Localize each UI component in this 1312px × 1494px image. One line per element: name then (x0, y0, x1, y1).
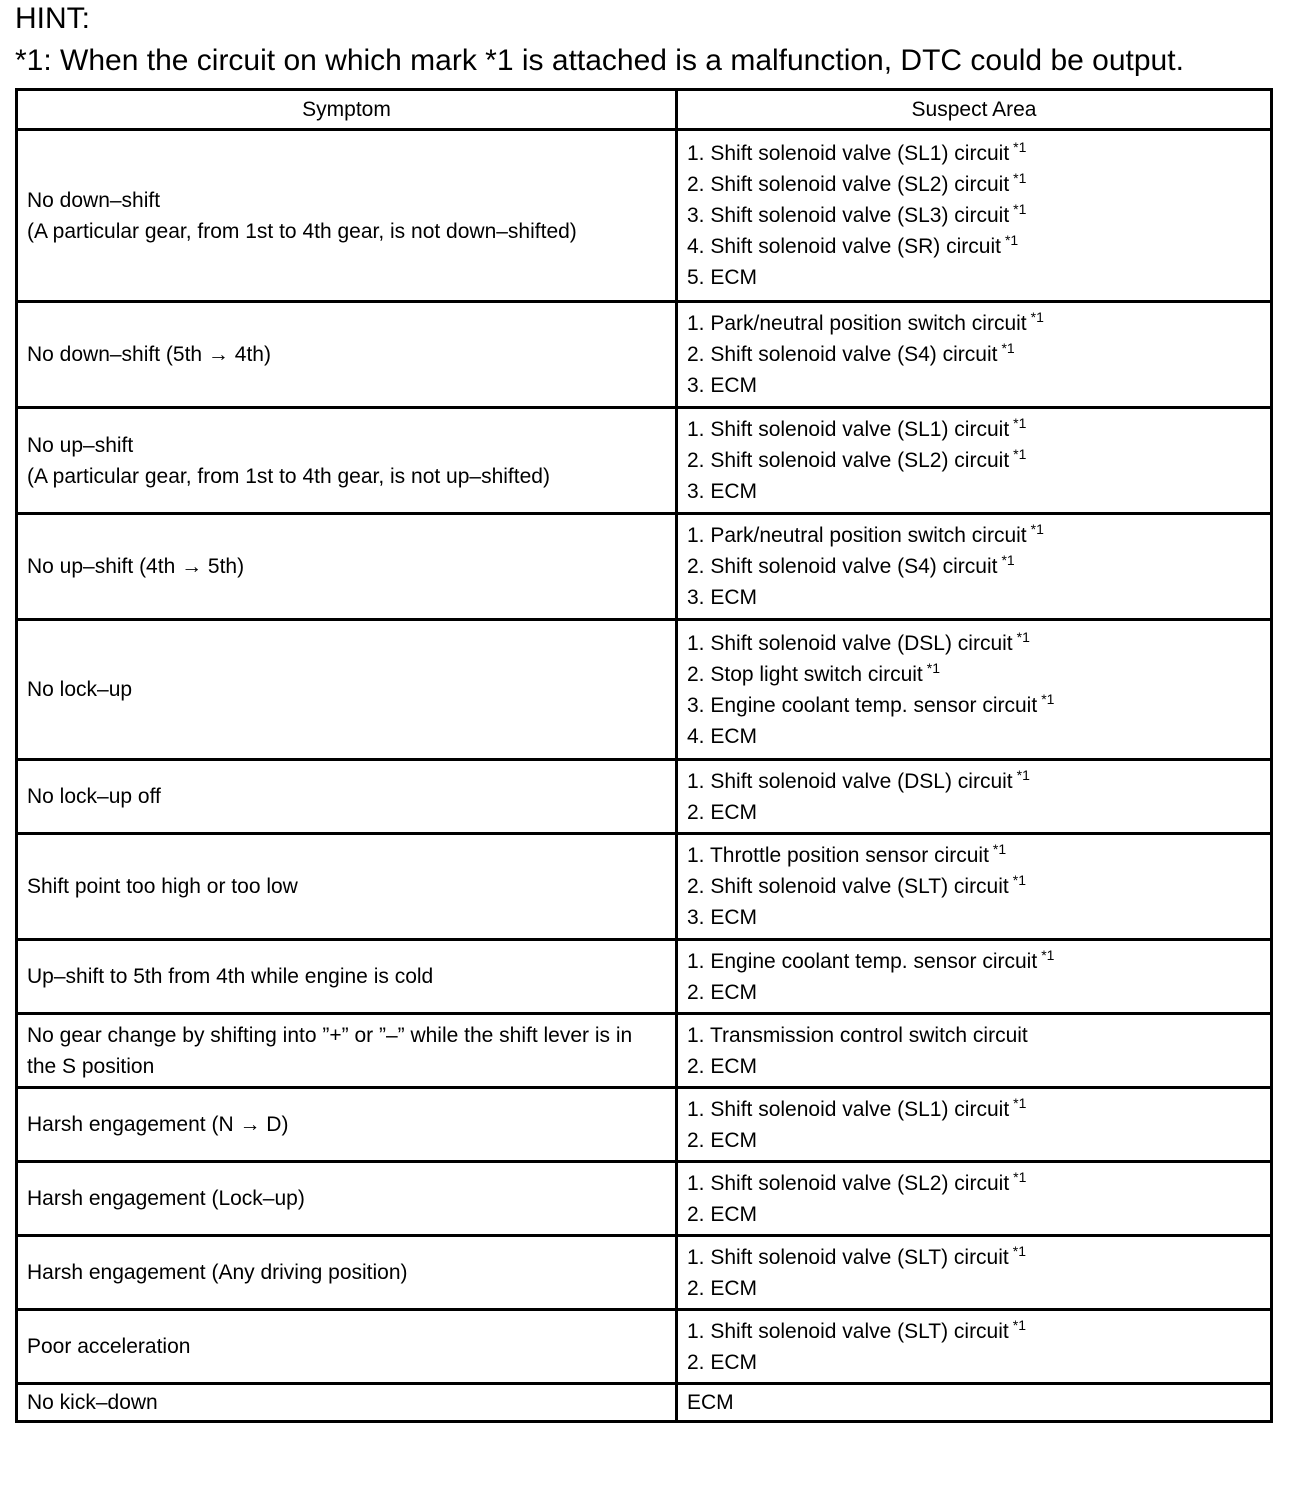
symptom-text: the S position (27, 1054, 155, 1078)
suspect-item (687, 871, 1261, 902)
suspect-item (687, 690, 1261, 721)
table-row (17, 1088, 1272, 1162)
suspect-text: 1. Shift solenoid valve (SL1) circuit (687, 142, 1010, 165)
table-row (17, 130, 1272, 302)
dtc-marker: *1 (1013, 201, 1027, 217)
suspect-item (687, 1387, 1261, 1418)
table-row (17, 1236, 1272, 1310)
suspect-text: 1. Transmission control switch circuit (687, 1023, 1028, 1047)
suspect-item (687, 200, 1261, 231)
table-row (17, 514, 1272, 620)
suspect-item (687, 308, 1261, 339)
suspect-area-cell (677, 1384, 1272, 1422)
symptom-text: (A particular gear, from 1st to 4th gear, is not down–shifted) (27, 219, 577, 243)
symptom-text: Harsh engagement (Lock–up) (27, 1187, 305, 1210)
suspect-text: 2. Stop light switch circuit (687, 662, 923, 686)
suspect-area-cell (677, 1236, 1272, 1310)
suspect-item (687, 231, 1261, 262)
dtc-marker: *1 (1013, 415, 1027, 431)
suspect-text: 1. Shift solenoid valve (SLT) circuit (687, 1245, 1009, 1269)
suspect-area-cell (677, 940, 1272, 1014)
symptom-cell (17, 1162, 677, 1236)
suspect-item (687, 1273, 1261, 1304)
suspect-item (687, 339, 1261, 370)
suspect-area-cell (677, 1014, 1272, 1088)
suspect-text: 1. Throttle position sensor circuit (687, 844, 989, 867)
hint-note: *1: When the circuit on which mark *1 is attached is a malfunction, DTC could be output. (15, 44, 1184, 77)
suspect-text: 3. Engine coolant temp. sensor circuit (687, 693, 1038, 717)
dtc-marker: *1 (1001, 340, 1015, 356)
suspect-area-cell (677, 514, 1272, 620)
suspect-item (687, 138, 1261, 169)
symptom-cell (17, 1014, 677, 1088)
header-symptom: Symptom (17, 90, 677, 130)
table-row (17, 408, 1272, 514)
dtc-marker: *1 (1013, 170, 1027, 186)
suspect-item (687, 721, 1261, 752)
suspect-item (687, 1051, 1261, 1082)
dtc-marker: *1 (1004, 232, 1019, 248)
symptom-text: No lock–up off (27, 785, 161, 808)
dtc-marker: *1 (1016, 766, 1030, 783)
suspect-item (687, 1168, 1261, 1199)
suspect-text: 1. Shift solenoid valve (DSL) circuit (687, 769, 1013, 793)
table-row (17, 1384, 1272, 1422)
symptom-text: No down–shift (5th → 4th) (27, 343, 271, 366)
suspect-item (687, 476, 1261, 507)
symptom-text: Up–shift to 5th from 4th while engine is cold (27, 965, 434, 988)
suspect-item (687, 1020, 1261, 1051)
suspect-item (687, 1316, 1261, 1347)
table-row (17, 940, 1272, 1014)
dtc-marker: *1 (1013, 446, 1027, 462)
suspect-text: 4. ECM (687, 724, 758, 748)
suspect-area-cell (677, 302, 1272, 408)
suspect-area-cell (677, 620, 1272, 760)
table-row (17, 1310, 1272, 1384)
suspect-area-cell (677, 760, 1272, 834)
suspect-item (687, 946, 1261, 977)
suspect-text: 1. Shift solenoid valve (SL1) circuit (687, 418, 1010, 441)
symptom-cell (17, 1384, 677, 1422)
suspect-item (687, 1094, 1261, 1125)
dtc-marker: *1 (1041, 690, 1055, 707)
suspect-item (687, 659, 1261, 690)
symptom-text: Poor acceleration (27, 1335, 191, 1358)
symptom-cell (17, 514, 677, 620)
dtc-marker: *1 (1012, 872, 1026, 888)
table-row (17, 1014, 1272, 1088)
table-row (17, 620, 1272, 760)
hint-title: HINT: (15, 2, 90, 35)
table-row (17, 1162, 1272, 1236)
dtc-marker: *1 (1013, 1168, 1027, 1185)
suspect-item (687, 414, 1261, 445)
symptom-cell (17, 302, 677, 408)
dtc-marker: *1 (1012, 1242, 1026, 1259)
suspect-item (687, 520, 1261, 551)
suspect-item (687, 840, 1261, 871)
symptom-text: No kick–down (27, 1391, 158, 1414)
symptom-cell (17, 1310, 677, 1384)
suspect-area-cell (677, 834, 1272, 940)
symptom-cell (17, 130, 677, 302)
suspect-text: 2. ECM (687, 800, 758, 824)
suspect-text: 2. ECM (687, 1350, 758, 1374)
symptom-text: No gear change by shifting into ”+” or ”–” while the shift lever is in (27, 1023, 633, 1047)
suspect-text: 2. Shift solenoid valve (S4) circuit (687, 343, 998, 366)
symptom-cell (17, 620, 677, 760)
symptom-cell (17, 1236, 677, 1310)
suspect-text: 1. Shift solenoid valve (SL2) circuit (687, 1171, 1010, 1195)
suspect-item (687, 262, 1261, 293)
suspect-item (687, 1199, 1261, 1230)
suspect-text: 1. Engine coolant temp. sensor circuit (687, 949, 1038, 973)
suspect-text: 5. ECM (687, 266, 758, 289)
dtc-marker: *1 (1016, 628, 1030, 645)
suspect-item (687, 445, 1261, 476)
suspect-area-cell (677, 408, 1272, 514)
suspect-text: ECM (687, 1391, 734, 1414)
suspect-text: 3. ECM (687, 906, 758, 929)
suspect-text: 2. Shift solenoid valve (SL2) circuit (687, 173, 1010, 196)
suspect-item (687, 551, 1261, 582)
suspect-item (687, 370, 1261, 401)
dtc-marker: *1 (926, 659, 940, 676)
suspect-text: 3. Shift solenoid valve (SL3) circuit (687, 204, 1010, 227)
dtc-marker: *1 (1041, 946, 1055, 963)
symptom-cell (17, 1088, 677, 1162)
suspect-text: 2. ECM (687, 1128, 758, 1152)
suspect-item (687, 628, 1261, 659)
symptom-text: Shift point too high or too low (27, 875, 298, 898)
suspect-text: 2. Shift solenoid valve (S4) circuit (687, 555, 998, 578)
dtc-marker: *1 (1013, 1094, 1027, 1111)
table-row (17, 760, 1272, 834)
symptom-cell (17, 760, 677, 834)
dtc-marker: *1 (1012, 1316, 1026, 1333)
suspect-item (687, 1125, 1261, 1156)
suspect-text: 2. Shift solenoid valve (SL2) circuit (687, 449, 1010, 472)
suspect-item (687, 582, 1261, 613)
suspect-area-cell (677, 130, 1272, 302)
symptom-text: No down–shift (27, 188, 161, 212)
symptom-text: No up–shift (4th → 5th) (27, 555, 245, 578)
suspect-text: 4. Shift solenoid valve (SR) circuit (687, 235, 1001, 258)
dtc-marker: *1 (1030, 309, 1044, 325)
symptom-text: Harsh engagement (N → D) (27, 1113, 289, 1136)
suspect-text: 2. ECM (687, 1276, 758, 1300)
suspect-text: 1. Shift solenoid valve (DSL) circuit (687, 631, 1013, 655)
suspect-text: 2. ECM (687, 1202, 758, 1226)
suspect-item (687, 1347, 1261, 1378)
suspect-text: 2. ECM (687, 980, 758, 1004)
dtc-marker: *1 (992, 841, 1007, 857)
symptom-table (15, 88, 1273, 1423)
symptom-cell (17, 940, 677, 1014)
symptom-text: (A particular gear, from 1st to 4th gear, is not up–shifted) (27, 464, 550, 488)
table-row (17, 302, 1272, 408)
symptom-text: No lock–up (27, 678, 133, 701)
suspect-item (687, 797, 1261, 828)
symptom-text: No up–shift (27, 433, 134, 457)
symptom-text: Harsh engagement (Any driving position) (27, 1261, 408, 1284)
suspect-text: 3. ECM (687, 480, 758, 503)
suspect-area-cell (677, 1310, 1272, 1384)
suspect-text: 3. ECM (687, 374, 758, 397)
suspect-area-cell (677, 1162, 1272, 1236)
table-row (17, 834, 1272, 940)
dtc-marker: *1 (1001, 552, 1015, 568)
suspect-item (687, 766, 1261, 797)
dtc-marker: *1 (1030, 521, 1044, 537)
suspect-item (687, 902, 1261, 933)
symptom-cell (17, 834, 677, 940)
suspect-text: 1. Shift solenoid valve (SLT) circuit (687, 1319, 1009, 1343)
suspect-text: 3. ECM (687, 586, 758, 609)
suspect-area-cell (677, 1088, 1272, 1162)
dtc-marker: *1 (1013, 139, 1027, 155)
header-suspect-area: Suspect Area (677, 90, 1272, 130)
suspect-text: 2. ECM (687, 1054, 758, 1078)
table-body (17, 130, 1272, 1422)
suspect-item (687, 169, 1261, 200)
symptom-cell (17, 408, 677, 514)
suspect-text: 2. Shift solenoid valve (SLT) circuit (687, 875, 1009, 898)
suspect-item (687, 1242, 1261, 1273)
suspect-text: 1. Shift solenoid valve (SL1) circuit (687, 1097, 1010, 1121)
suspect-text: 1. Park/neutral position switch circuit (687, 312, 1027, 335)
table-header-row (17, 90, 1272, 130)
suspect-item (687, 977, 1261, 1008)
suspect-text: 1. Park/neutral position switch circuit (687, 524, 1027, 547)
